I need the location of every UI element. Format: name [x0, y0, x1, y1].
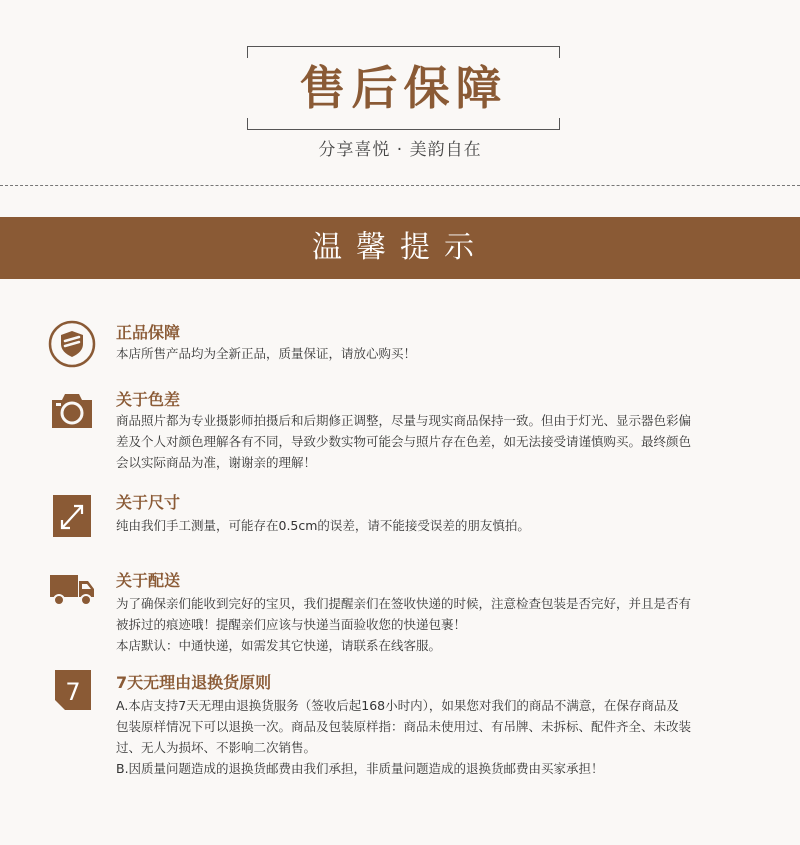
item-title: 7天无理由退换货原则: [116, 673, 272, 692]
item-title: 正品保障: [116, 323, 181, 342]
item-text: [116, 695, 766, 779]
seven-icon: [55, 670, 91, 710]
seven-icon-text: 7: [65, 678, 81, 706]
shield-icon: [48, 320, 96, 368]
item-text: [116, 515, 766, 536]
item-text: [116, 410, 766, 473]
item-line: 本店所售产品均为全新正品，质量保证，请放心购买！: [116, 346, 417, 361]
item-line: 本店默认：中通快递，如需发其它快递，请联系在线客服。: [116, 638, 442, 653]
item-title: 关于尺寸: [116, 493, 181, 512]
item-title: 关于色差: [116, 390, 181, 409]
section-banner: 温馨提示: [0, 217, 800, 279]
item-title: 关于配送: [116, 571, 181, 590]
frame-bottom-border: [247, 118, 560, 130]
item-text: [116, 343, 766, 364]
item-line: 为了确保亲们能收到完好的宝贝，我们提醒亲们在签收快递的时候，注意检查包装是否完好，并且是否有: [116, 596, 692, 611]
page-subtitle: 分享喜悦 · 美韵自在: [318, 140, 482, 160]
page-title: 售后保障: [299, 61, 508, 115]
item-line: A.本店支持7天无理由退换货服务（签收后起168小时内），如果您对我们的商品不满意，在保存商品及: [116, 698, 679, 713]
item-line: 纯由我们手工测量，可能存在0.5cm的误差，请不能接受误差的朋友慎拍。: [116, 518, 530, 533]
frame-top-border: [247, 46, 560, 58]
item-line: 过、无人为损坏、不影响二次销售。: [116, 740, 317, 755]
item-line: 被拆过的痕迹哦！提醒亲们应该与快递当面验收您的快递包裹！: [116, 617, 467, 632]
dashed-divider: [0, 185, 800, 186]
item-line: 商品照片都为专业摄影师拍摄后和后期修正调整，尽量与现实商品保持一致。但由于灯光、显示器色彩偏: [116, 413, 692, 428]
item-line: 包装原样情况下可以退换一次。商品及包装原样指：商品未使用过、有吊牌、未拆标、配件齐全、未改装: [116, 719, 692, 734]
item-line: 差及个人对颜色理解各有不同，导致少数实物可能会与照片存在色差，如无法接受请谨慎购买。最终颜色: [116, 434, 692, 449]
resize-icon: [48, 493, 96, 541]
header-frame: [247, 46, 560, 130]
truck-icon: [48, 565, 96, 613]
item-line: B.因质量问题造成的退换货邮费由我们承担，非质量问题造成的退换货邮费由买家承担！: [116, 761, 604, 776]
camera-icon: [48, 387, 96, 435]
item-line: 会以实际商品为准，谢谢亲的理解！: [116, 455, 317, 470]
item-text: [116, 593, 766, 656]
